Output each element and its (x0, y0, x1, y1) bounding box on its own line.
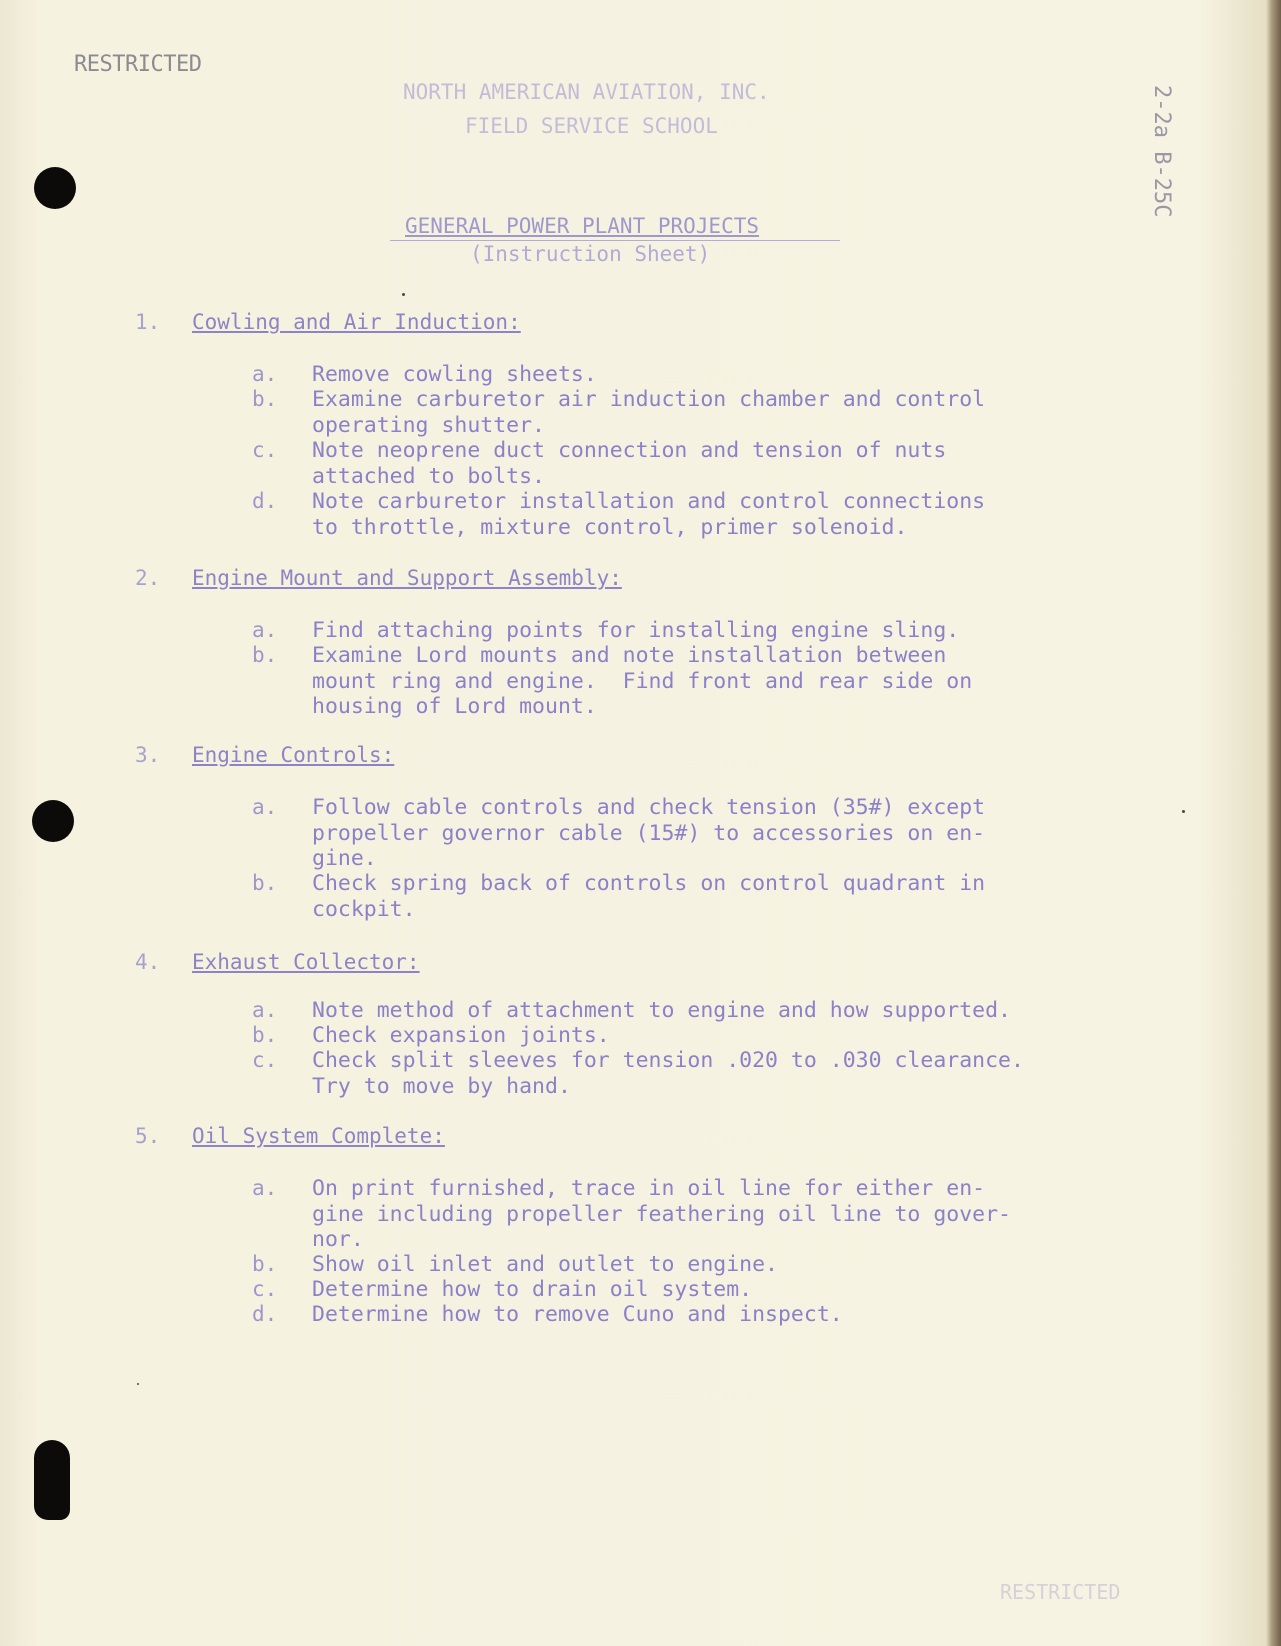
paper-speck (402, 293, 405, 296)
item-letter: a. (252, 795, 278, 819)
item-text: Remove cowling sheets. (312, 362, 597, 387)
section-title: Cowling and Air Induction: (192, 310, 521, 334)
item-letter: a. (252, 618, 278, 642)
item-text: Examine carburetor air induction chamber and control operating shutter. (312, 387, 986, 438)
punch-hole-middle (32, 800, 74, 842)
item-letter: a. (252, 362, 278, 386)
section-number: 1. (135, 310, 161, 334)
section-number: 3. (135, 743, 161, 767)
item-letter: b. (252, 1252, 278, 1276)
section-title: Oil System Complete: (192, 1124, 445, 1148)
item-text: Note carburetor installation and control connections to throttle, mixture control, primer solenoid. (312, 489, 986, 540)
item-letter: a. (252, 1176, 278, 1200)
item-text: Examine Lord mounts and note installation between mount ring and engine. Find front and rear side on housing of Lord mount. (312, 643, 973, 719)
margin-note (1148, 85, 1174, 217)
item-letter: b. (252, 643, 278, 667)
section-title: Engine Controls: (192, 743, 395, 767)
punch-hole-bottom (34, 1440, 70, 1520)
margin-note-line1: 2-2a (1149, 85, 1174, 138)
item-text: Note method of attachment to engine and how supported. (312, 998, 1011, 1023)
item-letter: a. (252, 998, 278, 1022)
item-letter: b. (252, 387, 278, 411)
section-title: Engine Mount and Support Assembly: (192, 566, 622, 590)
title-underline (390, 240, 840, 241)
section-number: 2. (135, 566, 161, 590)
item-text: On print furnished, trace in oil line for either en- gine including propeller feathering oil line to gover- nor. (312, 1176, 1011, 1252)
item-text: Find attaching points for installing engine sling. (312, 618, 960, 643)
margin-note-line2: B-25C (1149, 151, 1174, 218)
item-letter: d. (252, 1302, 278, 1326)
item-letter: d. (252, 489, 278, 513)
restricted-stamp-bottom: RESTRICTED (1000, 1580, 1121, 1604)
item-text: Note neoprene duct connection and tension of nuts attached to bolts. (312, 438, 947, 489)
section-number: 4. (135, 950, 161, 974)
item-letter: b. (252, 871, 278, 895)
paper-speck (137, 1383, 139, 1385)
section-title: Exhaust Collector: (192, 950, 420, 974)
item-text: Show oil inlet and outlet to engine. (312, 1252, 778, 1277)
section-number: 5. (135, 1124, 161, 1148)
item-text: Determine how to remove Cuno and inspect. (312, 1302, 843, 1327)
item-text: Check spring back of controls on control quadrant in cockpit. (312, 871, 986, 922)
paper-speck (1182, 810, 1185, 813)
item-letter: c. (252, 1048, 278, 1072)
item-letter: b. (252, 1023, 278, 1047)
punch-hole-top (34, 167, 76, 209)
page-subtitle: (Instruction Sheet) (470, 242, 711, 266)
item-letter: c. (252, 1277, 278, 1301)
school-name: FIELD SERVICE SCHOOL (465, 114, 718, 138)
item-text: Follow cable controls and check tension (35#) except propeller governor cable (15#) to accessories on en- gine. (312, 795, 986, 871)
item-text: Determine how to drain oil system. (312, 1277, 753, 1302)
item-letter: c. (252, 438, 278, 462)
restricted-stamp-top: RESTRICTED (74, 52, 202, 77)
item-text: Check expansion joints. (312, 1023, 610, 1048)
company-name: NORTH AMERICAN AVIATION, INC. (403, 80, 770, 104)
page-title: GENERAL POWER PLANT PROJECTS (405, 214, 760, 238)
item-text: Check split sleeves for tension .020 to .030 clearance. Try to move by hand. (312, 1048, 1024, 1099)
